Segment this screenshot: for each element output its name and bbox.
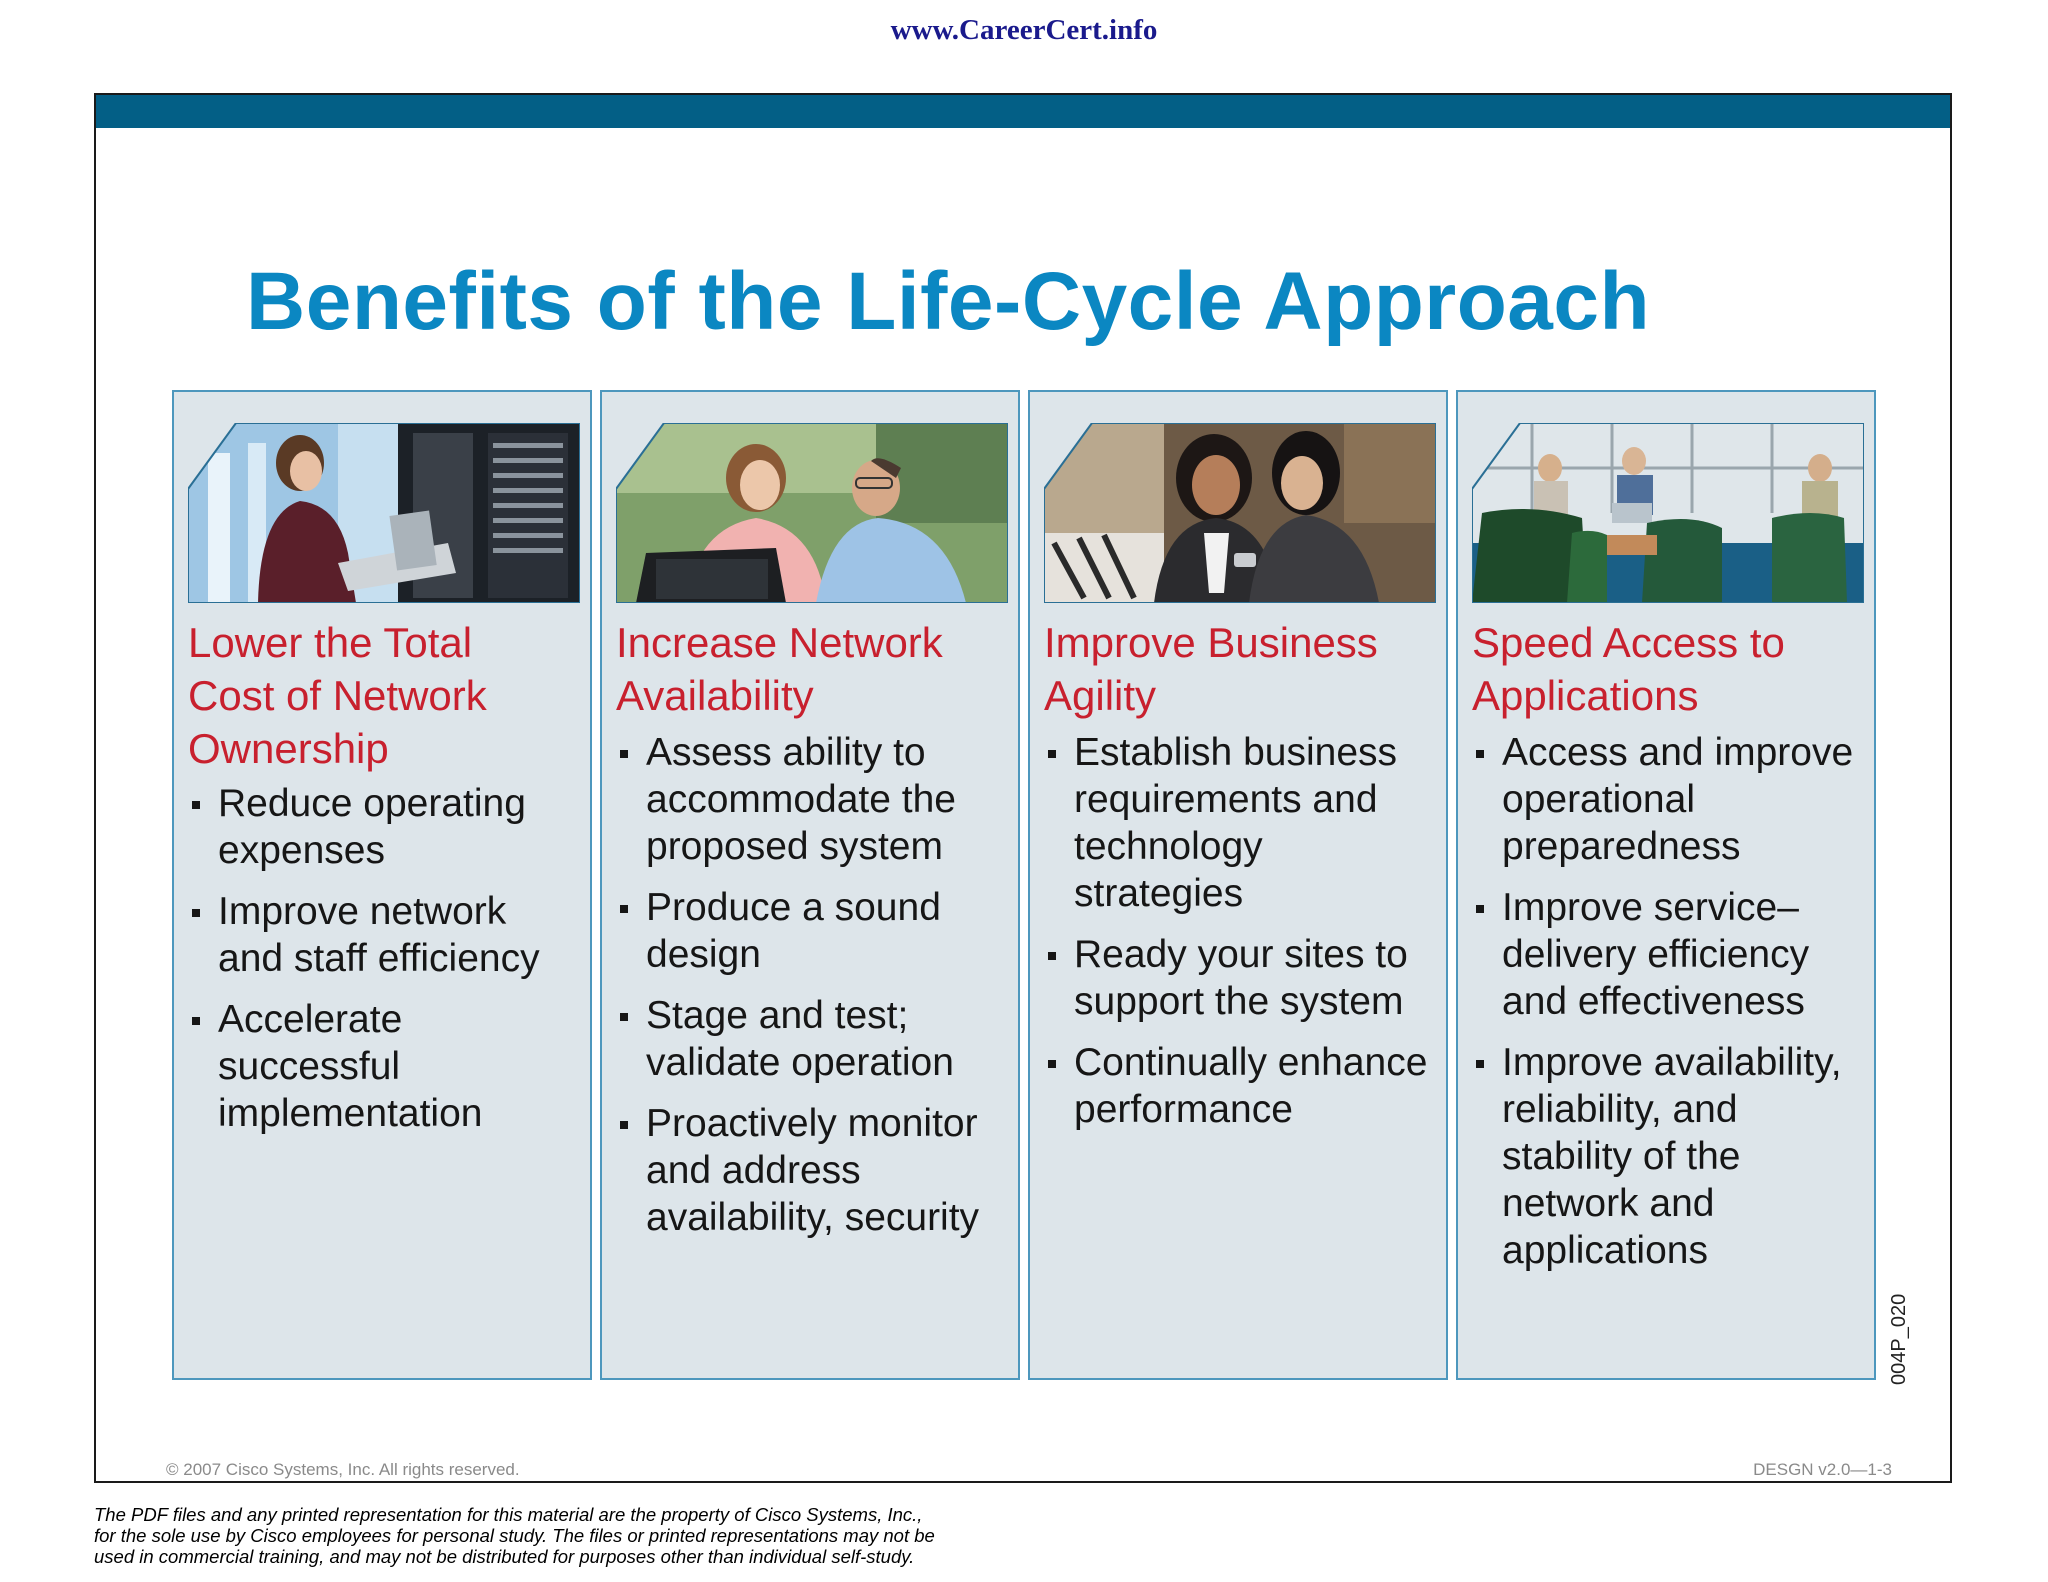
office-lounge-meeting-photo bbox=[1472, 423, 1864, 603]
list-item: Continually enhance performance bbox=[1044, 1039, 1444, 1133]
list-item: Establish business requirements and technology strategies bbox=[1044, 729, 1444, 917]
list-item: Access and improve operational preparedness bbox=[1472, 729, 1872, 870]
slide-title: Benefits of the Life-Cycle Approach bbox=[246, 256, 1651, 347]
list-item: Reduce operating expenses bbox=[188, 780, 588, 874]
copyright-notice: © 2007 Cisco Systems, Inc. All rights reserved. bbox=[166, 1460, 520, 1479]
benefit-panel-availability bbox=[600, 390, 1020, 1380]
panel-heading: Lower the Total Cost of Network Ownership bbox=[188, 619, 487, 772]
colleagues-with-laptop-photo bbox=[616, 423, 1008, 603]
bullet-list bbox=[188, 780, 588, 1151]
bullet-list bbox=[1472, 729, 1872, 1288]
list-item: Produce a sound design bbox=[616, 884, 1016, 978]
list-item: Accelerate successful implementation bbox=[188, 996, 588, 1137]
course-code: DESGN v2.0—1-3 bbox=[1753, 1460, 1892, 1479]
women-with-phone-photo bbox=[1044, 423, 1436, 603]
site-url[interactable]: www.CareerCert.info bbox=[890, 14, 1158, 46]
list-item: Improve service– delivery efficiency and effectiveness bbox=[1472, 884, 1872, 1025]
figure-code: 004P_020 bbox=[1888, 1293, 1910, 1385]
list-item: Stage and test; validate operation bbox=[616, 992, 1016, 1086]
panel-heading: Increase Network Availability bbox=[616, 619, 943, 719]
benefit-panel-cost bbox=[172, 390, 592, 1380]
list-item: Assess ability to accommodate the proposed system bbox=[616, 729, 1016, 870]
bullet-list bbox=[1044, 729, 1444, 1147]
benefit-panel-applications bbox=[1456, 390, 1876, 1380]
benefit-panel-agility bbox=[1028, 390, 1448, 1380]
panel-heading: Speed Access to Applications bbox=[1472, 619, 1785, 719]
list-item: Proactively monitor and address availability, security bbox=[616, 1100, 1016, 1241]
list-item: Improve availability, reliability, and stability of the network and applications bbox=[1472, 1039, 1872, 1274]
list-item: Improve network and staff efficiency bbox=[188, 888, 588, 982]
bullet-list bbox=[616, 729, 1016, 1255]
panel-heading: Improve Business Agility bbox=[1044, 619, 1378, 719]
disclaimer: The PDF files and any printed representation for this material are the property of Cisco Systems, Inc., for the sole use by Cisco employees for personal study. The files or printed representations may not be used in commercial training, and may not be distributed for purposes other than individual self-study. bbox=[94, 1504, 935, 1567]
slide bbox=[94, 93, 1952, 1483]
list-item: Ready your sites to support the system bbox=[1044, 931, 1444, 1025]
slide-header-bar bbox=[96, 95, 1950, 128]
woman-at-server-rack-photo bbox=[188, 423, 580, 603]
